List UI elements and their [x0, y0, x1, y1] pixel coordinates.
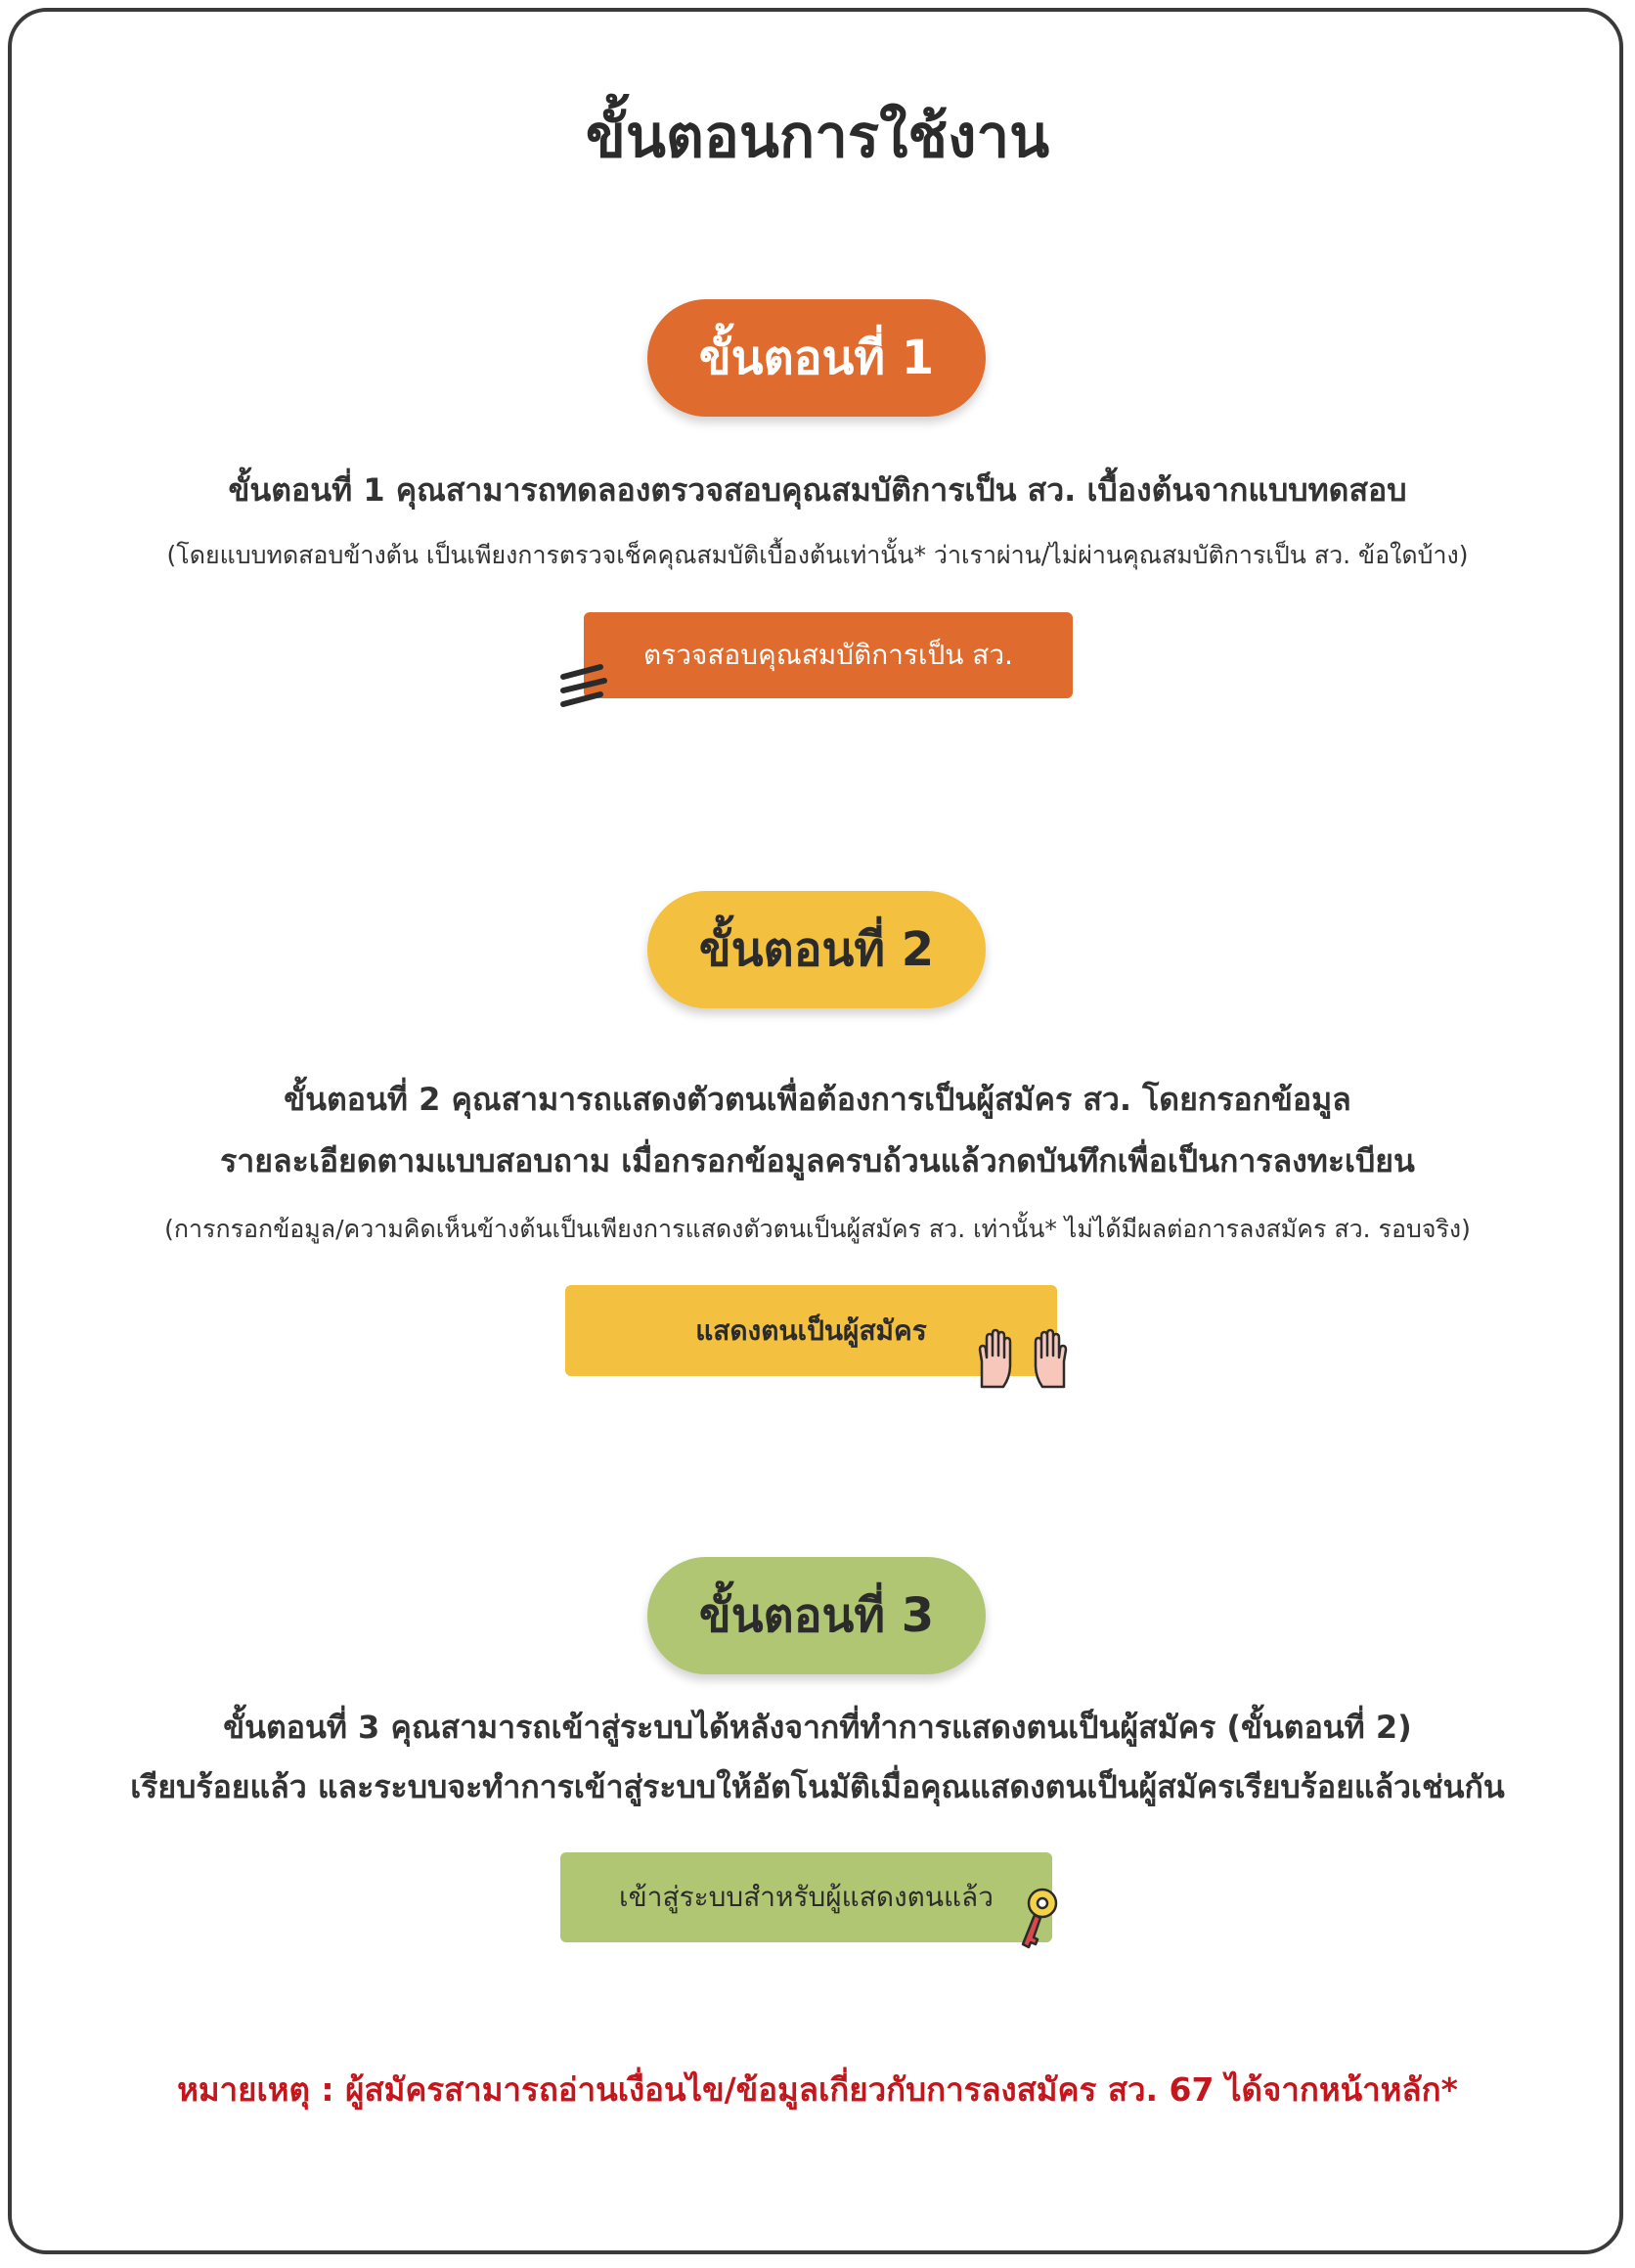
- step-3-description-line-1: ขั้นตอนที่ 3 คุณสามารถเข้าสู่ระบบได้หลังจากที่ทำการแสดงตนเป็นผู้สมัคร (ขั้นตอนที่ 2): [223, 1709, 1412, 1746]
- step-3-badge: ขั้นตอนที่ 3: [647, 1557, 986, 1674]
- step-1-description: ขั้นตอนที่ 1 คุณสามารถทดลองตรวจสอบคุณสมบัติการเป็น สว. เบื้องต้นจากแบบทดสอบ: [228, 471, 1407, 509]
- step-1-badge: ขั้นตอนที่ 1: [647, 299, 986, 417]
- motion-lines-icon: [555, 661, 614, 716]
- step-2-note: (การกรอกข้อมูล/ความคิดเห็นข้างต้นเป็นเพียงการแสดงตัวตนเป็นผู้สมัคร สว. เท่านั้น* ไม่ได้มีผลต่อการลงสมัคร สว. รอบจริง): [164, 1215, 1471, 1243]
- step-2-description-line-1: ขั้นตอนที่ 2 คุณสามารถแสดงตัวตนเพื่อต้องการเป็นผู้สมัคร สว. โดยกรอกข้อมูล: [284, 1081, 1351, 1118]
- login-registered-button[interactable]: เข้าสู่ระบบสำหรับผู้แสดงตนแล้ว: [560, 1852, 1052, 1942]
- step-2-badge: ขั้นตอนที่ 2: [647, 891, 986, 1008]
- step-3-description-line-2: เรียบร้อยแล้ว และระบบจะทำการเข้าสู่ระบบให้อัตโนมัติเมื่อคุณแสดงตนเป็นผู้สมัครเรียบร้อยแล้วเช่นกัน: [130, 1768, 1505, 1805]
- register-candidate-button[interactable]: แสดงตนเป็นผู้สมัคร: [565, 1285, 1057, 1376]
- raised-hands-icon: [974, 1328, 1072, 1391]
- step-2-description-line-2: รายละเอียดตามแบบสอบถาม เมื่อกรอกข้อมูลครบถ้วนแล้วกดบันทึกเพื่อเป็นการลงทะเบียน: [220, 1142, 1415, 1179]
- step-1-note: (โดยแบบทดสอบข้างต้น เป็นเพียงการตรวจเช็คคุณสมบัติเบื้องต้นเท่านั้น* ว่าเราผ่าน/ไม่ผ่านคุณสมบัติการเป็น สว. ข้อใดบ้าง): [166, 541, 1469, 569]
- key-icon: [1015, 1886, 1064, 1954]
- page-title: ขั้นตอนการใช้งาน: [585, 103, 1050, 171]
- remark-note: หมายเหตุ : ผู้สมัครสามารถอ่านเงื่อนไข/ข้อมูลเกี่ยวกับการลงสมัคร สว. 67 ได้จากหน้าหลัก*: [177, 2070, 1458, 2109]
- check-qualification-button[interactable]: ตรวจสอบคุณสมบัติการเป็น สว.: [584, 612, 1073, 698]
